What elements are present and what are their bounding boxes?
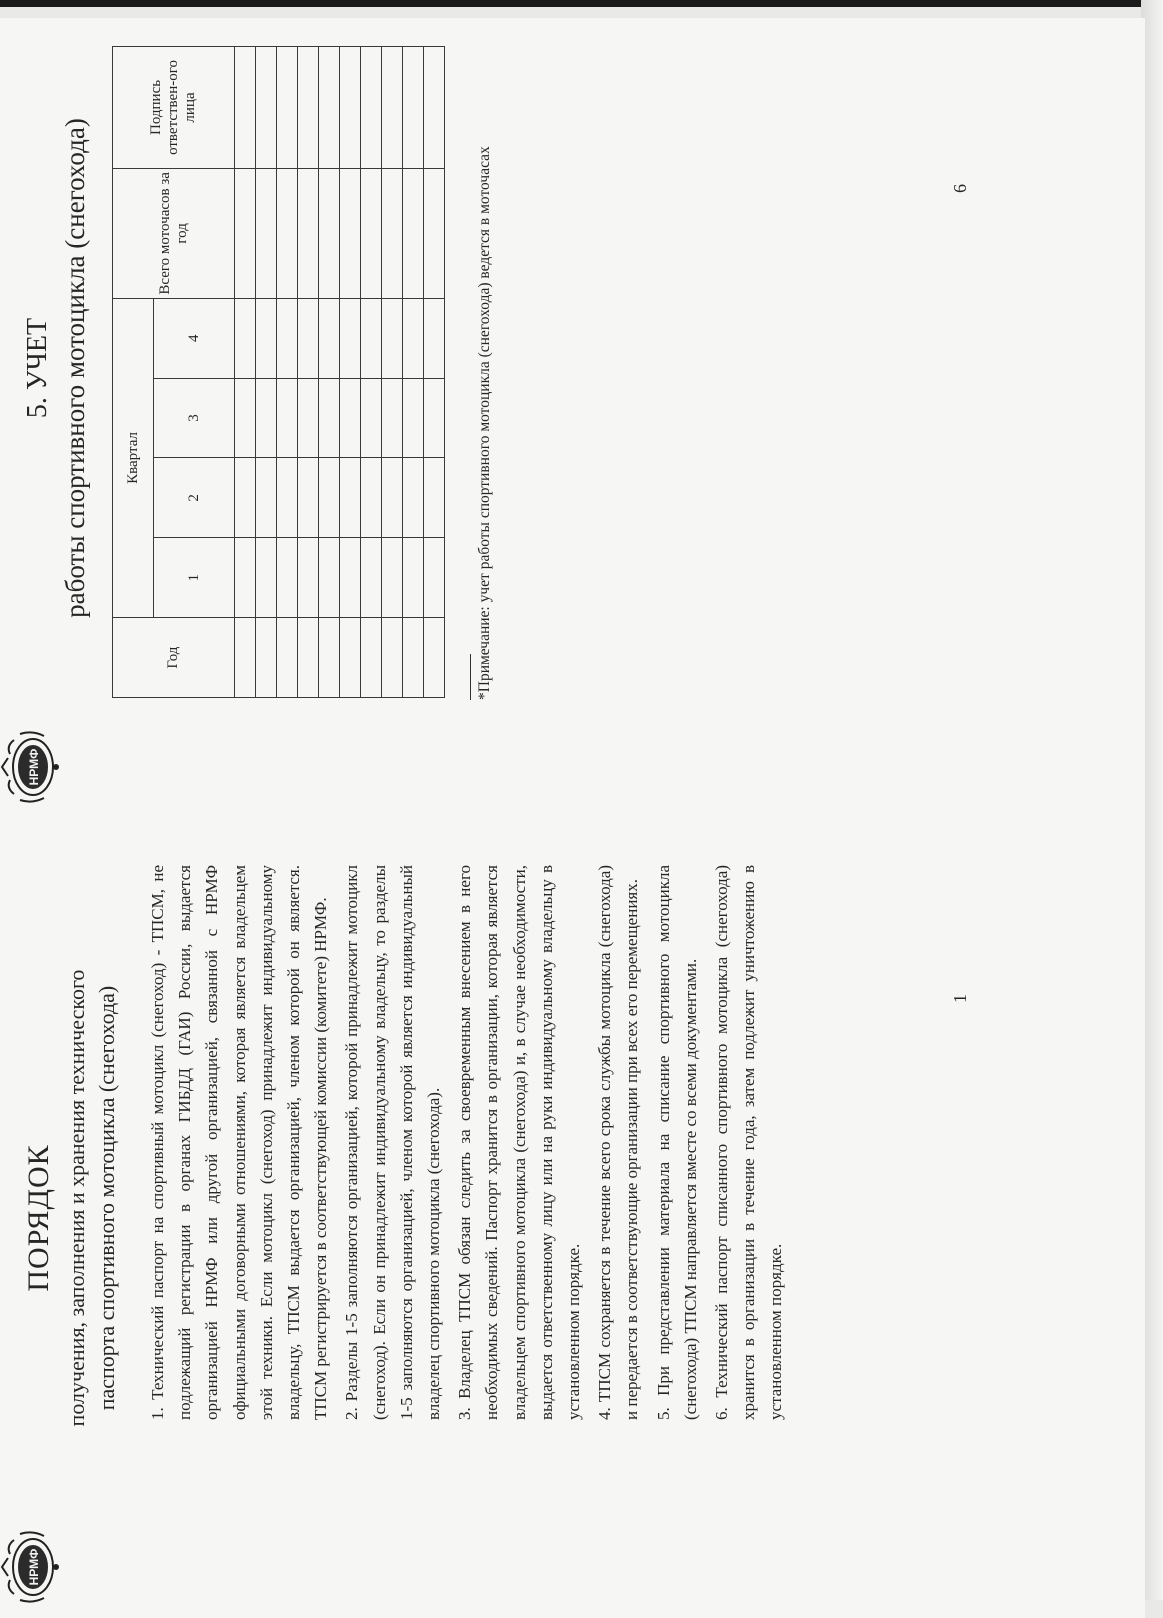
accounting-page	[0, 18, 1145, 818]
svg-text:НРМФ: НРМФ	[27, 1548, 41, 1586]
table-cell	[361, 298, 382, 378]
table-cell	[382, 378, 403, 458]
table-cell	[298, 378, 319, 458]
col-quarter-header: Квартал	[113, 298, 154, 617]
table-row	[424, 47, 445, 698]
table-cell	[340, 378, 361, 458]
table-cell	[277, 378, 298, 458]
table-cell	[277, 47, 298, 169]
motohours-table	[112, 46, 445, 698]
document-subtitle	[62, 838, 122, 1558]
table-cell	[319, 378, 340, 458]
table-row	[361, 47, 382, 698]
table-cell	[403, 458, 424, 538]
col-total-header: Всего моточасов за год	[113, 168, 235, 298]
table-row	[298, 47, 319, 698]
table-cell	[256, 458, 277, 538]
table-cell	[235, 378, 256, 458]
table-cell	[235, 618, 256, 698]
table-body	[235, 47, 445, 698]
table-cell	[298, 618, 319, 698]
table-cell	[319, 458, 340, 538]
table-cell	[256, 168, 277, 298]
rule-item-4: 4. ТПСМ сохраняется в течение всего срока службы мотоцикла (снегохода) и передается в соответствующие организации при всех его перемещениях.	[595, 865, 642, 1420]
table-cell	[424, 298, 445, 378]
table-cell	[424, 458, 445, 538]
table-cell	[424, 168, 445, 298]
table-cell	[403, 47, 424, 169]
document-sheet	[0, 18, 1145, 1618]
table-cell	[256, 618, 277, 698]
table-cell	[340, 47, 361, 169]
table-cell	[340, 298, 361, 378]
table-cell	[277, 168, 298, 298]
table-cell	[361, 618, 382, 698]
table-cell	[298, 538, 319, 618]
table-cell	[382, 168, 403, 298]
scan-top-band	[0, 0, 1163, 7]
table-cell	[298, 168, 319, 298]
page-number-left: 1	[950, 994, 970, 1003]
table-cell	[340, 168, 361, 298]
table-cell	[424, 378, 445, 458]
svg-text:НРМФ: НРМФ	[27, 748, 41, 786]
table-cell	[319, 538, 340, 618]
quarter-2-header: 2	[154, 458, 235, 538]
document-title: ПОРЯДОК	[22, 1144, 55, 1292]
col-signature-header: Подпись ответствен-ого лица	[113, 47, 235, 169]
subtitle-line-1: получения, заполнения и хранения технического	[64, 969, 89, 1427]
page-number-right: 6	[950, 184, 970, 193]
rule-item-6: 6. Технический паспорт списанного спортивного мотоцикла (снегохода) хранится в организации в течение года, затем подлежит уничтожению в установленном порядке.	[712, 865, 786, 1420]
table-row	[319, 47, 340, 698]
table-cell	[298, 458, 319, 538]
table-cell	[277, 458, 298, 538]
table-cell	[319, 298, 340, 378]
table-row	[382, 47, 403, 698]
table-row	[340, 47, 361, 698]
table-cell	[361, 168, 382, 298]
table-cell	[319, 168, 340, 298]
table-cell	[256, 378, 277, 458]
table-cell	[298, 47, 319, 169]
section-title: 5. УЧЕТ	[22, 317, 53, 419]
table-cell	[256, 47, 277, 169]
table-row	[277, 47, 298, 698]
table-cell	[298, 298, 319, 378]
table-cell	[403, 378, 424, 458]
table-cell	[235, 298, 256, 378]
table-cell	[382, 538, 403, 618]
table-cell	[319, 618, 340, 698]
procedure-page	[0, 818, 1145, 1618]
section-subtitle: работы спортивного мотоцикла (снегохода)	[60, 118, 90, 618]
table-cell	[340, 618, 361, 698]
table-row	[256, 47, 277, 698]
table-cell	[382, 618, 403, 698]
table-cell	[403, 298, 424, 378]
table-cell	[340, 538, 361, 618]
table-cell	[256, 298, 277, 378]
table-row	[403, 47, 424, 698]
quarter-1-header: 1	[154, 538, 235, 618]
table-cell	[382, 458, 403, 538]
table-cell	[256, 538, 277, 618]
note-divider	[470, 654, 471, 700]
quarter-4-header: 4	[154, 298, 235, 378]
table-cell	[361, 47, 382, 169]
table-cell	[403, 618, 424, 698]
table-cell	[277, 538, 298, 618]
procedure-rules	[144, 865, 794, 1420]
col-year-header: Год	[113, 618, 235, 698]
table-cell	[235, 458, 256, 538]
table-cell	[319, 47, 340, 169]
table-cell	[424, 618, 445, 698]
table-cell	[277, 618, 298, 698]
table-cell	[235, 168, 256, 298]
table-cell	[403, 538, 424, 618]
table-cell	[235, 47, 256, 169]
rule-item-1: 1. Технический паспорт на спортивный мотоцикл (снегоход) - ТПСМ, не подлежащий регистрации в органах ГИБДД (ГАИ) России, выдается организацией НРМФ или другой организацией, связанной с НРМФ официальными договорными отношениями, которая является владельцем этой техники. Если мотоцикл (снегоход) принадлежит индивидуальному владельцу, ТПСМ выдается организацией, членом которой он является. ТПСМ регистрируется в соответствующей комиссии (комитете) НРМФ.	[148, 865, 331, 1420]
table-cell	[277, 298, 298, 378]
table-cell	[424, 47, 445, 169]
nrmf-logo	[0, 726, 62, 808]
quarter-3-header: 3	[154, 378, 235, 458]
subtitle-line-2: паспорта спортивного мотоцикла (снегохода)	[94, 985, 119, 1411]
table-cell	[361, 378, 382, 458]
rule-item-2: 2. Разделы 1-5 заполняются организацией, которой принадлежит мотоцикл (снегоход). Если он принадлежит индивидуальному владельцу, то разделы 1-5 заполняются организацией, членом которой является индивидуальный владелец спортивного мотоцикла (снегохода).	[342, 865, 444, 1420]
rule-item-3: 3. Владелец ТПСМ обязан следить за своевременным внесением в него необходимых сведений. Паспорт хранится в организации, которая является владельцем спортивного мотоцикла (снегохода) и, в случае необходимости, выдается ответственному лицу или на руки индивидуальному владельцу в установленном порядке.	[455, 865, 584, 1420]
table-cell	[340, 458, 361, 538]
footnote: *Примечание: учет работы спортивного мотоцикла (снегохода) ведется в моточасах	[476, 146, 493, 700]
table-cell	[382, 298, 403, 378]
table-cell	[382, 47, 403, 169]
table-row	[235, 47, 256, 698]
table-cell	[361, 458, 382, 538]
table-cell	[424, 538, 445, 618]
table-cell	[235, 538, 256, 618]
rule-item-5: 5. При представлении материала на списание спортивного мотоцикла (снегохода) ТПСМ направляется вместе со всеми документами.	[653, 865, 700, 1420]
table-cell	[403, 168, 424, 298]
table-cell	[361, 538, 382, 618]
